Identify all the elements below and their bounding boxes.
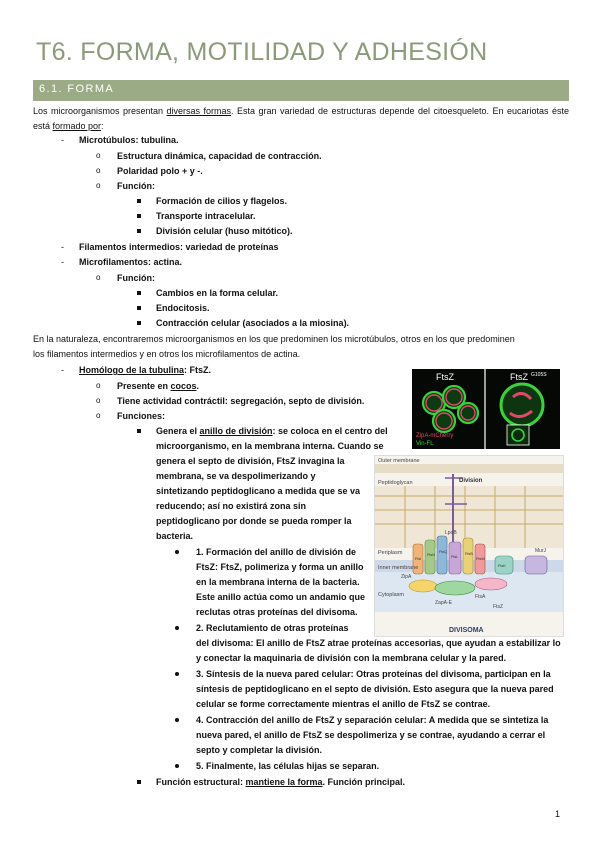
divisome-diagram <box>374 455 564 637</box>
zapa-label: ZapA-E <box>435 600 452 606</box>
dash-bullet: - <box>61 135 64 145</box>
protein-label: FtsN <box>427 553 436 557</box>
step-line: FtsZ: FtsZ, polimeriza y forma un anillo <box>196 562 364 572</box>
micrograph-svg <box>412 369 560 449</box>
dot-bullet <box>175 718 179 722</box>
square-bullet <box>137 291 141 295</box>
structural-function-item: Función estructural: mantiene la forma. Función principal. <box>156 777 406 787</box>
square-bullet <box>137 429 141 433</box>
ring-line: bacteria. <box>156 531 194 541</box>
ring-line-1: Genera el anillo de división: se coloca en el centro del <box>156 426 388 436</box>
ftsz-homolog-item: Homólogo de la tubulina: FtsZ. <box>79 365 211 375</box>
step-line: 4. Contracción del anillo de FtsZ y separación celular: A medida que se sintetiza la <box>196 715 549 725</box>
ftsz-micrograph-image <box>412 369 560 449</box>
dot-bullet <box>175 550 179 554</box>
step-line: celular se forme correctamente mientras el anillo de FtsZ se contrae. <box>196 699 491 709</box>
dash-bullet: - <box>61 242 64 252</box>
protein-label: FtsQ <box>439 550 448 554</box>
step-line: reclutas otras proteínas del divisoma. <box>196 607 358 617</box>
outer-membrane-layer <box>375 464 563 473</box>
dot-bullet <box>175 626 179 630</box>
circle-bullet: o <box>96 181 101 190</box>
formado-por-text: formado por <box>52 121 102 131</box>
list-item: Transporte intracelular. <box>156 211 256 221</box>
list-item: Formación de cilios y flagelos. <box>156 196 288 206</box>
list-item: Función: <box>117 273 155 283</box>
square-bullet <box>137 321 141 325</box>
list-item: Función: <box>117 181 155 191</box>
list-item: División celular (huso mitótico). <box>156 226 293 236</box>
circle-bullet: o <box>96 166 101 175</box>
list-item: Tiene actividad contráctil: segregación, septo de división. <box>117 396 365 406</box>
cytoplasm-label: Cytoplasm <box>378 592 404 598</box>
step-line: en la membrana interna de la bacteria. <box>196 577 360 587</box>
intermedios-item: Filamentos intermedios: variedad de proteínas <box>79 242 279 252</box>
zipa-label: ZipA <box>401 574 412 580</box>
peptidoglycan-label: Peptidoglycan <box>378 480 413 486</box>
mantiene-forma-text: mantiene la forma <box>245 777 323 787</box>
page-title: T6. FORMA, MOTILIDAD Y ADHESIÓN <box>36 38 488 66</box>
micrograph-legend-2: Vin-FL <box>416 441 434 447</box>
ring-line: peptidoglicano por donde se pueda romper la <box>156 516 352 526</box>
protein-label: FtsK <box>498 564 506 568</box>
cocos-text: cocos <box>170 381 197 391</box>
dot-bullet <box>175 672 179 676</box>
nature-line-2: los filamentos intermedios y en otros los microfilamentos de actina. <box>33 349 301 359</box>
step-line: septo y completar la división. <box>196 745 323 755</box>
anillo-division-text: anillo de división <box>199 426 273 436</box>
list-item: Contracción celular (asociados a la miosina). <box>156 318 350 328</box>
dot-bullet <box>175 764 179 768</box>
square-bullet <box>137 199 141 203</box>
step-line: 2. Reclutamiento de otras proteínas <box>196 623 349 633</box>
step-line: síntesis de peptidoglicano en el septo de división. Esto asegura que la nueva pared <box>196 684 554 694</box>
step-line: y conectar la maquinaria de división con la membrana celular y la pared. <box>196 653 507 663</box>
divisome-svg <box>375 456 563 636</box>
step-line: nueva pared, el anillo de FtsZ se despolimeriza y se contrae, ayudando a cerrar el <box>196 730 546 740</box>
circle-bullet: o <box>96 151 101 160</box>
lpob-label: LpoB <box>445 530 457 536</box>
square-bullet <box>137 780 141 784</box>
micrograph-label-superscript: G105S <box>531 372 547 378</box>
ring-line: sintetizando peptidoglicano a medida que se va <box>156 486 361 496</box>
list-item: Cambios en la forma celular. <box>156 288 279 298</box>
list-item: Endocitosis. <box>156 303 210 313</box>
square-bullet <box>137 306 141 310</box>
section-title: 6.1. FORMA <box>39 83 115 95</box>
micrograph-legend-1: ZipA-mCherry <box>416 433 454 439</box>
protein-label: FtsL <box>451 555 459 559</box>
circle-bullet: o <box>96 273 101 282</box>
ring-line: microorganismo, en la membrana interna. Cuando se <box>156 441 384 451</box>
step-line: 1. Formación del anillo de división de <box>196 547 357 557</box>
step-line: 5. Finalmente, las células hijas se separan. <box>196 761 380 771</box>
diversas-formas-text: diversas formas <box>166 106 231 116</box>
list-item: Polaridad polo + y -. <box>117 166 203 176</box>
ring-line: reducendo; así no existirá zona sin <box>156 501 307 511</box>
square-bullet <box>137 214 141 218</box>
list-item: Estructura dinámica, capacidad de contracción. <box>117 151 322 161</box>
ftsa-label: FtsA <box>475 594 486 600</box>
list-item: Funciones: <box>117 411 166 421</box>
microtubulos-item: Microtúbulos: tubulina. <box>79 135 179 145</box>
protein-label: FtsB <box>465 552 473 556</box>
step-line: Este anillo actúa como un andamio que <box>196 592 366 602</box>
micrograph-label-right: FtsZ <box>510 372 528 382</box>
ftsz-label: FtsZ <box>493 604 503 610</box>
step-line: del divisoma: El anillo de FtsZ atrae proteínas accesorias, que ayudan a estabilizar lo <box>196 638 561 648</box>
outer-membrane-label: Outer membrane <box>378 458 420 464</box>
periplasm-label: Periplasm <box>378 550 403 556</box>
protein-label: FtsW <box>476 557 485 561</box>
mure-label: MurJ <box>535 548 547 554</box>
protein-label: FtsI <box>415 557 422 561</box>
circle-bullet: o <box>96 411 101 420</box>
square-bullet <box>137 229 141 233</box>
section-header <box>33 80 569 101</box>
dash-bullet: - <box>61 257 64 267</box>
step-line: 3. Síntesis de la nueva pared celular: Otras proteínas del divisoma, participan en la <box>196 669 551 679</box>
micrograph-label-left: FtsZ <box>436 372 454 382</box>
division-label: Division <box>459 478 483 484</box>
ring-line: membrana, se va despolimerizando y <box>156 471 316 481</box>
page-number: 1 <box>555 809 561 819</box>
circle-bullet: o <box>96 381 101 390</box>
homolog-link: Homólogo de la tubulina <box>79 365 184 375</box>
intro-paragraph: Los microorganismos presentan diversas formas. Esta gran variedad de estructuras depende del citoesqueleto. En eucariotas éste está formado por: <box>33 106 569 131</box>
list-item: Presente en cocos. <box>117 381 200 391</box>
microfilamentos-item: Microfilamentos: actina. <box>79 257 183 267</box>
dash-bullet: - <box>61 365 64 375</box>
inner-membrane-label: Inner membrane <box>378 565 419 571</box>
circle-bullet: o <box>96 396 101 405</box>
divisome-caption: DIVISOMA <box>449 627 484 634</box>
ring-line: genera el septo de división, FtsZ invagina la <box>156 456 345 466</box>
nature-line-1: En la naturaleza, encontraremos microorganismos en los que predominen los microtúbulos, otros en los que predominen <box>33 334 515 344</box>
